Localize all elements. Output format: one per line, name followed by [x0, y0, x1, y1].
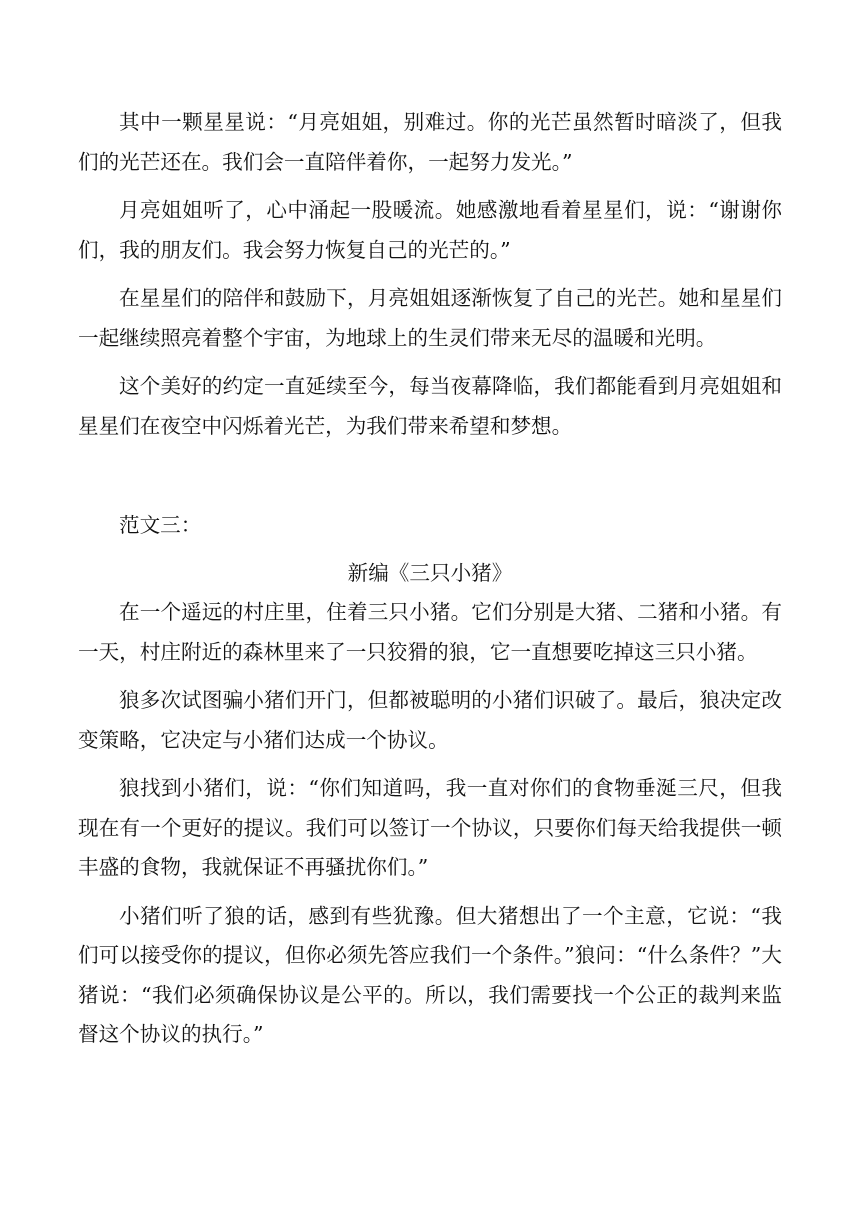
- section-label: 范文三：: [119, 513, 202, 537]
- story3-paragraph-4: 小猪们听了狼的话，感到有些犹豫。但大猪想出了一个主意，它说：“我们可以接受你的提议，但你必须先答应我们一个条件。”狼问：“什么条件？”大猪说：“我们必须确保协议是公平的。所以，我们需要找一个公正的裁判来监督这个协议的执行。”: [78, 903, 782, 1046]
- story-title: 新编《三只小猪》: [347, 560, 513, 585]
- story2-paragraph-3: 在星星们的陪伴和鼓励下，月亮姐姐逐渐恢复了自己的光芒。她和星星们一起继续照亮着整个宇宙，为地球上的生灵们带来无尽的温暖和光明。: [78, 286, 782, 350]
- story3-paragraph-1: 在一个遥远的村庄里，住着三只小猪。它们分别是大猪、二猪和小猪。有一天，村庄附近的森林里来了一只狡猾的狼，它一直想要吃掉这三只小猪。: [78, 600, 782, 664]
- story3-paragraph-2: 狼多次试图骗小猪们开门，但都被聪明的小猪们识破了。最后，狼决定改变策略，它决定与小猪们达成一个协议。: [78, 688, 782, 752]
- story2-paragraph-2: 月亮姐姐听了，心中涌起一股暖流。她感激地看着星星们，说：“谢谢你们，我的朋友们。我会努力恢复自己的光芒的。”: [78, 198, 782, 262]
- story3-paragraph-3: 狼找到小猪们，说：“你们知道吗，我一直对你们的食物垂涎三尺，但我现在有一个更好的提议。我们可以签订一个协议，只要你们每天给我提供一顿丰盛的食物，我就保证不再骚扰你们。”: [78, 776, 782, 879]
- story2-paragraph-1: 其中一颗星星说：“月亮姐姐，别难过。你的光芒虽然暂时暗淡了，但我们的光芒还在。我们会一直陪伴着你，一起努力发光。”: [78, 110, 782, 174]
- story2-paragraph-4: 这个美好的约定一直延续至今，每当夜幕降临，我们都能看到月亮姐姐和星星们在夜空中闪烁着光芒，为我们带来希望和梦想。: [78, 374, 782, 438]
